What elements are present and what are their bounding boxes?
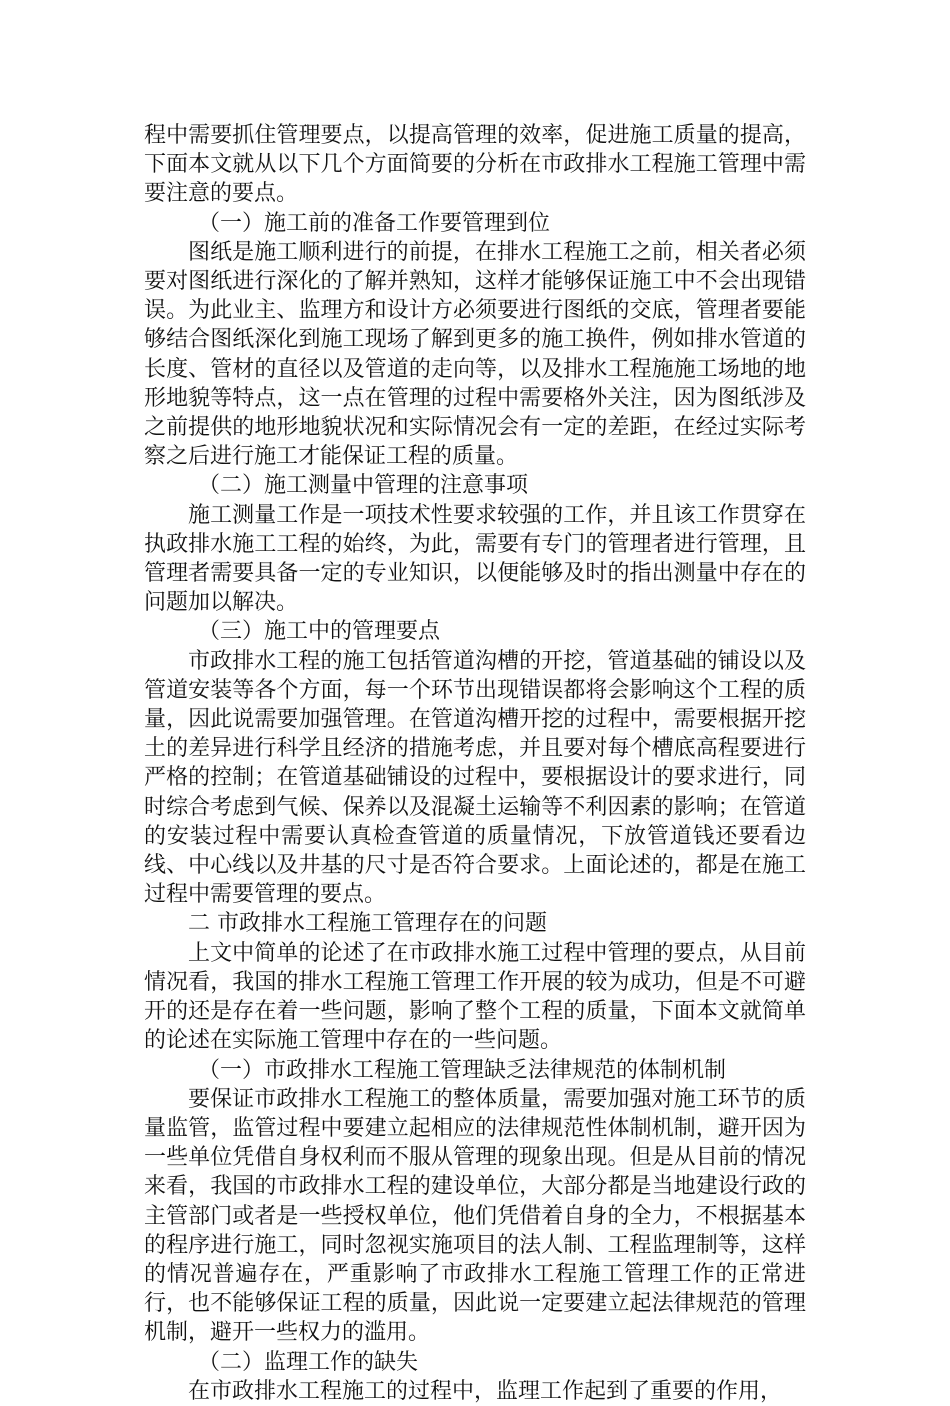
section-heading-supervision: （二）监理工作的缺失	[198, 1349, 419, 1375]
paragraph-intro: 程中需要抓住管理要点，以提高管理的效率，促进施工质量的提高，下面本文就从以下几个方面简要的分析在市政排水工程施工管理中需要注意的要点。	[144, 123, 806, 207]
section-heading-legal: （一）市政排水工程施工管理缺乏法律规范的体制机制	[198, 1057, 727, 1083]
paragraph-supervision: 在市政排水工程施工的过程中，监理工作起到了重要的作用，	[188, 1378, 783, 1404]
section-heading-preparation: （一）施工前的准备工作要管理到位	[198, 210, 551, 236]
section-heading-survey: （二）施工测量中管理的注意事项	[198, 473, 529, 499]
paragraph-survey: 施工测量工作是一项技术性要求较强的工作，并且该工作贯穿在执政排水施工工程的始终，为此，需要有专门的管理者进行管理，且管理者需要具备一定的专业知识，以便能够及时的指出测量中存在的问题加以解决。	[144, 502, 806, 616]
paragraph-legal: 要保证市政排水工程施工的整体质量，需要加强对施工环节的质量监管，监管过程中要建立起相应的法律规范性体制机制，避开因为一些单位凭借自身权利而不服从管理的现象出现。但是从目前的情况来看，我国的市政排水工程的建设单位，大部分都是当地建设行政的主管部门或者是一些授权单位，他们凭借着自身的全力，不根据基本的程序进行施工，同时忽视实施项目的法人制、工程监理制等，这样的情况普遍存在，严重影响了市政排水工程施工管理工作的正常进行，也不能够保证工程的质量，因此说一定要建立起法律规范的管理机制，避开一些权力的滥用。	[144, 1086, 806, 1346]
section-heading-construction: （三）施工中的管理要点	[198, 619, 441, 645]
paragraph-drawings: 图纸是施工顺利进行的前提，在排水工程施工之前，相关者必须要对图纸进行深化的了解并熟知，这样才能够保证施工中不会出现错误。为此业主、监理方和设计方必须要进行图纸的交底，管理者要能够结合图纸深化到施工现场了解到更多的施工换件，例如排水管道的长度、管材的直径以及管道的走向等，以及排水工程施施工场地的地形地貌等特点，这一点在管理的过程中需要格外关注，因为图纸涉及之前提供的地形地貌状况和实际情况会有一定的差距，在经过实际考察之后进行施工才能保证工程的质量。	[144, 239, 806, 470]
paragraph-construction: 市政排水工程的施工包括管道沟槽的开挖，管道基础的铺设以及管道安装等各个方面，每一个环节出现错误都将会影响这个工程的质量，因此说需要加强管理。在管道沟槽开挖的过程中，需要根据开挖土的差异进行科学且经济的措施考虑，并且要对每个槽底高程要进行严格的控制；在管道基础铺设的过程中，要根据设计的要求进行，同时综合考虑到气候、保养以及混凝土运输等不利因素的影响；在管道的安装过程中需要认真检查管道的质量情况，下放管道钱还要看边线、中心线以及井基的尺寸是否符合要求。上面论述的，都是在施工过程中需要管理的要点。	[144, 648, 806, 908]
paragraph-problems-intro: 上文中简单的论述了在市政排水施工过程中管理的要点，从目前情况看，我国的排水工程施工管理工作开展的较为成功，但是不可避开的还是存在着一些问题，影响了整个工程的质量，下面本文就简单的论述在实际施工管理中存在的一些问题。	[144, 940, 806, 1054]
document-page	[144, 121, 806, 1406]
chapter-heading-problems: 二 市政排水工程施工管理存在的问题	[188, 911, 547, 937]
